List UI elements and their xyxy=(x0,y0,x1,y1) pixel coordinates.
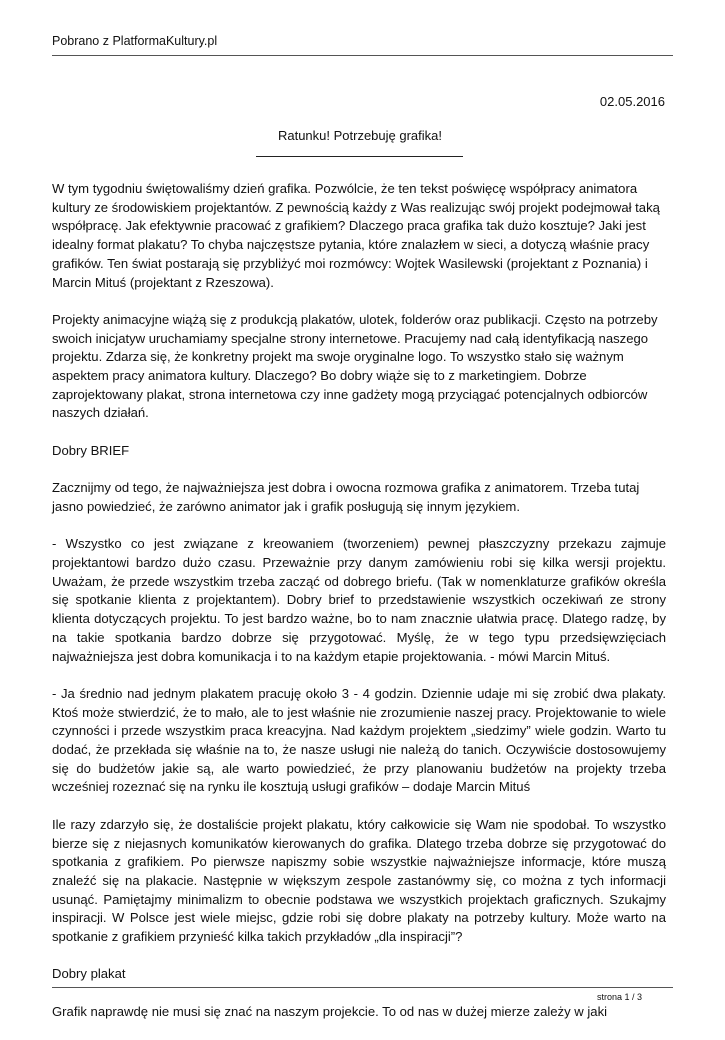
paragraph-conversation: Zacznijmy od tego, że najważniejsza jest dobra i owocna rozmowa grafika z animatorem. Trzeba tutaj jasno powiedzieć, że zarówno animator jak i grafik posługują się innym językiem. xyxy=(52,480,640,514)
article-date: 02.05.2016 xyxy=(599,94,665,109)
quote-mitus-2: - Ja średnio nad jednym plakatem pracuję około 3 - 4 godzin. Dziennie udaje mi się zrobić dwa plakaty. Ktoś może stwierdzić, że to mało, ale to jest właśnie nie zrozumienie naszej pracy. Projektowanie to wiele czynności i przede wszystkim praca kreacyjna. Nad każdym projektem „siedzimy” wiele godzin. Warto tu dodać, że przekłada się właśnie na to, że nasze usługi nie należą do tanich. Oczywiście dostosowujemy się do budżetów jakie są, ale warto powiedzieć, że przy planowaniu budżetów na projekty trzeba wcześniej rozeznać się na rynku ile kosztują usługi grafików – dodaje Marcin Mituś xyxy=(52,685,666,795)
article-body xyxy=(52,180,666,1040)
footer-divider xyxy=(52,987,673,988)
header-divider xyxy=(52,55,673,56)
section-heading-brief: Dobry BRIEF xyxy=(52,442,130,458)
section-heading-poster: Dobry plakat xyxy=(52,966,126,982)
paragraph-intro: W tym tygodniu świętowaliśmy dzień grafika. Pozwólcie, że ten tekst poświęcę współpracy animatora kultury ze środowiskiem projektantów. Z pewnością każdy z Was realizując swój projekt podejmował taką współpracę. Jak efektywnie pracować z grafikiem? Dlaczego praca grafika tak dużo kosztuje? Jaki jest idealny format plakatu? To chyba najczęstsze pytania, które znalazłem w sieci, a dotyczą właśnie pracy grafików. Ten świat postarają się przybliżyć moi rozmówcy: Wojtek Wasilewski (projektant z Poznania) i Marcin Mituś (projektant z Rzeszowa). xyxy=(52,181,660,290)
source-header: Pobrano z PlatformaKultury.pl xyxy=(52,34,218,48)
article-title: Ratunku! Potrzebuję grafika! xyxy=(277,128,443,143)
paragraph-preparation: Ile razy zdarzyło się, że dostaliście projekt plakatu, który całkowicie się Wam nie spodobał. To wszystko bierze się z niejasnych komunikatów kierowanych do grafika. Dlatego trzeba dobrze się przygotować do spotkania z grafikiem. Po pierwsze napiszmy sobie wszystkie najważniejsze informacje, które muszą znaleźć się na plakacie. Następnie w większym zespole zastanówmy się, co można z tych informacji usunąć. Pamiętajmy minimalizm to obecnie podstawa we wszystkich projektach graficznych. Szukajmy inspiracji. W Polsce jest wiele miejsc, gdzie robi się dobre plakaty na potrzeby kultury. Może warto na spotkanie z grafikiem przynieść kilka takich przykładów „dla inspiracji”? xyxy=(52,816,666,945)
page-number: strona 1 / 3 xyxy=(596,992,642,1002)
title-underline xyxy=(256,156,463,157)
paragraph-graphic-designer: Grafik naprawdę nie musi się znać na naszym projekcie. To od nas w dużej mierze zależy w jaki xyxy=(52,1003,608,1019)
paragraph-projects: Projekty animacyjne wiążą się z produkcją plakatów, ulotek, folderów oraz publikacji. Często na potrzeby swoich inicjatyw uruchamiamy specjalne strony internetowe. Pracujemy nad całą identyfikacją naszego projektu. Zdarza się, że konkretny projekt ma swoje oryginalne logo. To wszystko stało się ważnym aspektem pracy animatora kultury. Dlaczego? Bo dobry wiąże się to z marketingiem. Dobrze zaprojektowany plakat, strona internetowa czy inne gadżety mogą przyciągać potencjalnych odbiorców naszych działań. xyxy=(52,311,658,421)
quote-mitus-1: - Wszystko co jest związane z kreowaniem (tworzeniem) pewnej płaszczyzny przekazu zajmuje projektantowi bardzo dużo czasu. Przeważnie przy danym zamówieniu robi się kilka wersji projektu. Uważam, że przede wszystkim trzeba zacząć od dobrego briefu. (Tak w nomenklaturze grafików określa się spotkanie klienta z projektantem). Dobry brief to przedstawienie wszystkich oczekiwań ze strony klienta dotyczących projektu. To jest bardzo ważne, bo to nam znacznie ułatwia pracę. Dlatego radzę, by na takie spotkania bardzo dobrze się przygotować. Myślę, że w tego typu przedsięwzięciach najważniejsza jest dobra komunikacja i to na każdym etapie projektowania. - mówi Marcin Mituś. xyxy=(52,536,666,664)
